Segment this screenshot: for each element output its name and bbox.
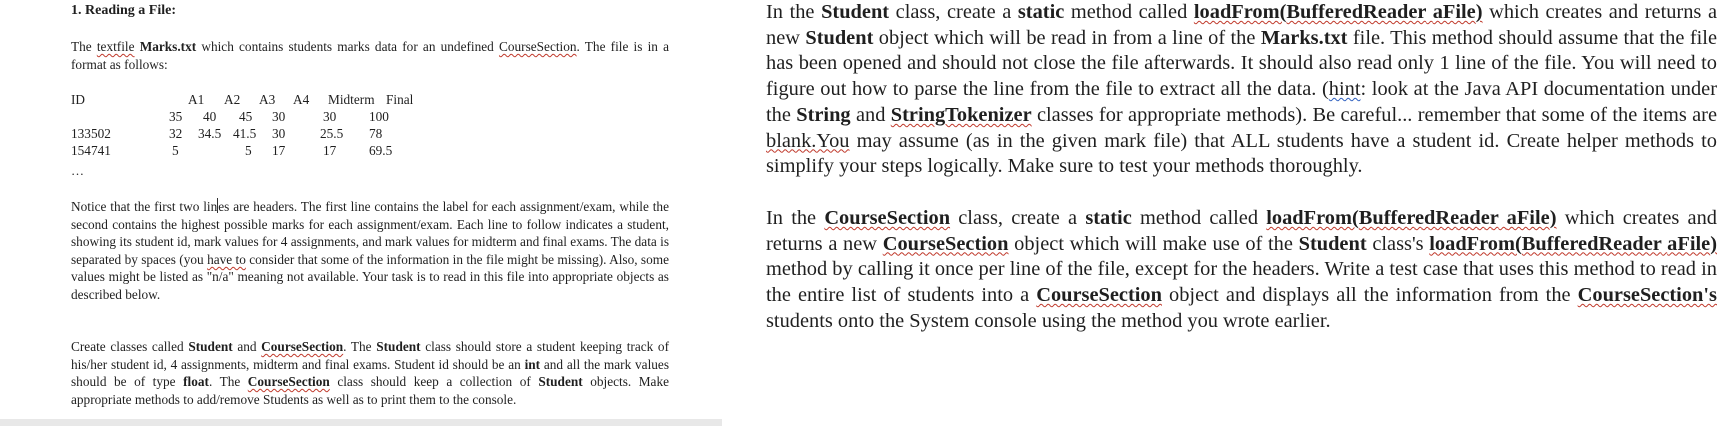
max-cell-a2: 40 [203, 109, 217, 124]
loadfrom-method-signature: loadFrom(BufferedReader aFile) [1429, 232, 1717, 255]
student-class-name: Student [805, 26, 874, 49]
page-bottom-edge [0, 419, 722, 426]
spell-flag-hint: hint [1328, 78, 1361, 101]
static-keyword: static [1017, 1, 1065, 23]
loadfrom-method-signature: loadFrom(BufferedReader aFile) [1266, 206, 1557, 229]
table-header-final: Final [386, 92, 414, 107]
table-header-a3: A3 [259, 92, 276, 107]
student-class-name: Student [188, 339, 233, 354]
left-document-page [0, 0, 722, 426]
table-cell-final: 69.5 [369, 143, 393, 158]
table-cell-final: 78 [369, 126, 383, 141]
table-cell-midterm: 17 [323, 143, 337, 158]
marks-file-name: Marks.txt [1260, 26, 1348, 49]
student-load-paragraph: In the Student class, create a static method called loadFrom(BufferedReader aFile) which creates and returns a new Student object which will be read in from a line of the Marks.txt file. This method should assume that the file has been opened and should not close the file afterwards. It should also read only 1 line of the file. You will need to figure out how to parse the line from the file to extract all the data. (hint: look at the Java API documentation under the String and StringTokenizer classes for appropriate methods). Be careful... remember that some of the items are blank.You may assume (as in the given mark file) that ALL students have a student id. Create helper methods to simplify your steps logically. Make sure to test your methods thoroughly. [766, 1, 1717, 178]
student-class-name: Student [538, 374, 583, 390]
table-header-a2: A2 [224, 92, 241, 107]
spell-flag-textfile: textfile [96, 39, 135, 54]
int-type: int [524, 356, 541, 372]
table-cell-a4: 30 [272, 126, 286, 141]
static-keyword: static [1085, 206, 1132, 229]
max-cell-final: 100 [369, 109, 389, 124]
table-header-a1: A1 [188, 92, 205, 107]
marks-table [71, 92, 471, 174]
coursesection-class-name: CourseSection [824, 206, 951, 229]
marks-file-name: Marks.txt [139, 39, 197, 54]
table-header-a4: A4 [293, 92, 310, 107]
table-continuation: … [71, 163, 84, 178]
spell-flag-blank: blank.You [766, 129, 850, 152]
student-class-name: Student [376, 339, 421, 354]
coursesection-possessive: CourseSection's [1577, 284, 1717, 307]
right-document-page [766, 0, 1717, 426]
table-cell-id: 154741 [71, 143, 111, 158]
spell-flag-coursesection: CourseSection [498, 39, 577, 54]
student-class-name: Student [821, 1, 890, 23]
intro-paragraph: The textfile Marks.txt which contains students marks data for an undefined CourseSection. The file is in a format as follows: [71, 39, 669, 72]
coursesection-class-name: CourseSection [882, 232, 1009, 255]
stringtokenizer-class-name: StringTokenizer [890, 103, 1032, 126]
create-classes-paragraph: Create classes called Student and CourseSection. The Student class should store a student keeping track of his/her student id, 4 assignments, midterm and final exams. Student id should be an int and all the mark values should be of type float. The CourseSection class should keep a collection of Student objects. Make appropriate methods to add/remove Students as well as to print them to the console. [71, 339, 669, 407]
max-cell-a4: 30 [272, 109, 286, 124]
section-heading: 1. Reading a File: [71, 3, 176, 18]
coursesection-class-name: CourseSection [1036, 284, 1162, 307]
table-cell-a2: 34.5 [198, 126, 222, 141]
max-cell-midterm: 30 [323, 109, 337, 124]
max-cell-a3: 45 [239, 109, 253, 124]
notice-paragraph: Notice that the first two lines are headers. The first line contains the label for each assignment/exam, while the second contains the highest possible marks for each assignment/exam. Each line to follow indicates a student, showing its student id, mark values for 4 assignments, and mark values for midterm and final exams. The data is separated by spaces (you have to consider that some of the information in the file might be missing). Also, some values might be listed as "n/a" meaning not available. Your task is to read in this file into appropriate objects as described below. [71, 199, 670, 302]
table-header-midterm: Midterm [328, 92, 375, 107]
table-cell-a1: 32 [169, 126, 183, 141]
coursesection-class-name: CourseSection [261, 339, 344, 354]
table-cell-a4: 17 [272, 143, 286, 158]
coursesection-class-name: CourseSection [247, 374, 330, 390]
table-cell-a1: 5 [172, 143, 179, 158]
float-type: float [183, 374, 209, 390]
table-cell-a3: 5 [245, 143, 252, 158]
student-class-name: Student [1298, 232, 1367, 255]
string-class-name: String [796, 103, 851, 126]
coursesection-load-paragraph: In the CourseSection class, create a static method called loadFrom(BufferedReader aFile) which creates and returns a new CourseSection object which will make use of the Student class's loadFrom(BufferedReader aFile) method by calling it once per line of the file, except for the headers. Write a test case that uses this method to read in the entire list of students into a CourseSection object and displays all the information from the CourseSection's students onto the System console using the method you wrote earlier. [766, 206, 1717, 332]
table-cell-a3: 41.5 [233, 126, 257, 141]
table-header-id: ID [71, 92, 86, 107]
spell-flag-have-to: have to [207, 251, 246, 267]
table-cell-midterm: 25.5 [320, 126, 344, 141]
max-cell-a1: 35 [169, 109, 183, 124]
loadfrom-method-signature: loadFrom(BufferedReader aFile) [1193, 1, 1483, 23]
table-cell-id: 133502 [71, 126, 111, 141]
